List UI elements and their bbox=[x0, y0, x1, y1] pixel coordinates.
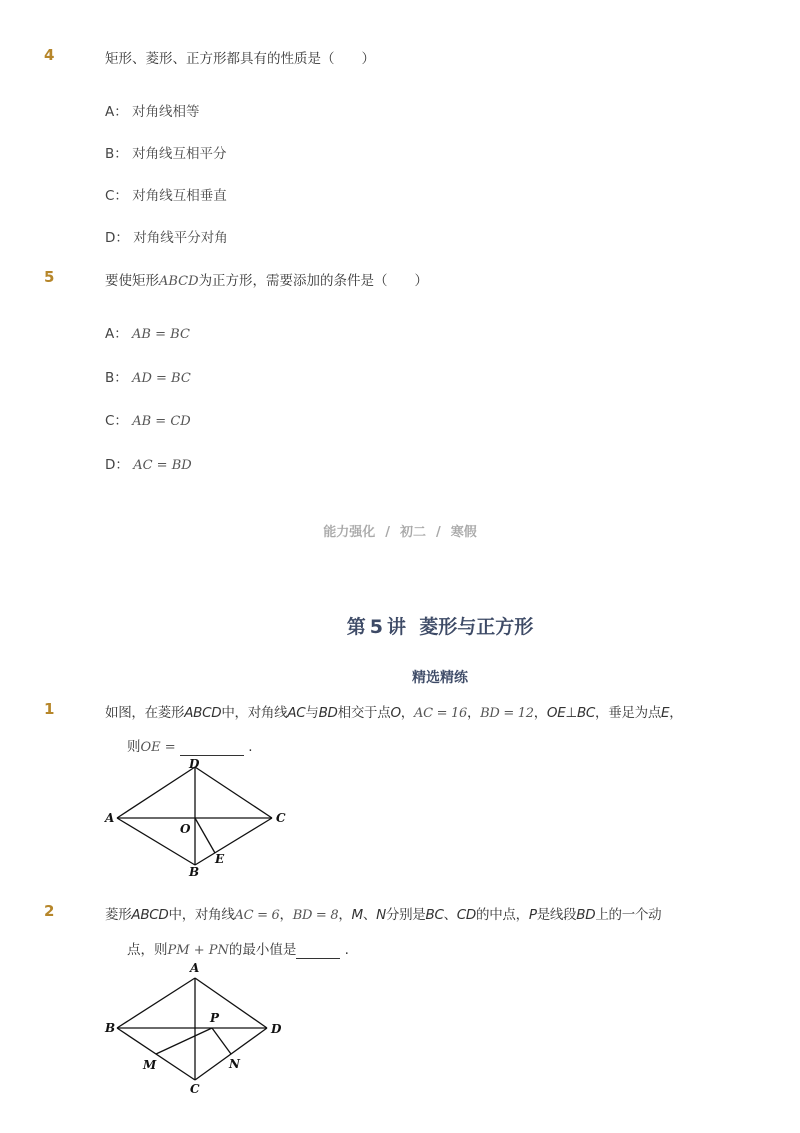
footer-separator: / bbox=[385, 525, 390, 540]
lecture-title bbox=[0, 612, 800, 639]
math-text: N bbox=[376, 907, 386, 923]
math-text: E bbox=[661, 705, 670, 721]
math-text: BD bbox=[576, 907, 596, 923]
label-o: O bbox=[180, 822, 191, 836]
math-text: M bbox=[351, 907, 363, 923]
option-letter: A： bbox=[105, 104, 128, 120]
stem-text: ， bbox=[533, 705, 547, 721]
math-text: P bbox=[528, 907, 537, 923]
label-b: B bbox=[105, 1021, 116, 1035]
stem-text: 点，则 bbox=[127, 942, 168, 958]
stem-text: . bbox=[340, 942, 349, 958]
answer-blank[interactable] bbox=[296, 942, 340, 959]
math-text: AC = 6 bbox=[234, 908, 280, 923]
option-text: AC = BD bbox=[133, 458, 192, 473]
stem-text: 的最小值是 bbox=[228, 942, 297, 958]
label-b: B bbox=[189, 865, 200, 879]
problem-number: 1 bbox=[44, 700, 55, 718]
label-d: D bbox=[189, 757, 200, 771]
option-d[interactable] bbox=[105, 226, 228, 246]
label-n: N bbox=[229, 1057, 240, 1071]
option-text: 对角线平分对角 bbox=[133, 230, 228, 246]
option-a[interactable] bbox=[105, 100, 200, 120]
stem-text: ， bbox=[400, 705, 414, 721]
math-text: BC bbox=[425, 907, 444, 923]
problem-number: 2 bbox=[44, 902, 55, 920]
option-c[interactable] bbox=[105, 409, 191, 429]
question-number: 4 bbox=[44, 46, 55, 64]
option-d[interactable] bbox=[105, 453, 192, 473]
stem-text: 是线段 bbox=[536, 907, 577, 923]
stem-text: 、 bbox=[362, 907, 377, 923]
label-d: D bbox=[271, 1022, 282, 1036]
stem-text: 菱形 bbox=[105, 907, 132, 923]
stem-text: ， bbox=[338, 907, 352, 923]
stem-text: 相交于点 bbox=[337, 705, 391, 721]
problem-stem-line2 bbox=[127, 735, 253, 756]
math-text: OE bbox=[546, 705, 566, 721]
option-text: AD = BC bbox=[132, 371, 191, 386]
stem-text: 如图，在菱形 bbox=[105, 705, 185, 721]
footer-part: 能力强化 bbox=[323, 525, 376, 540]
option-text: 对角线互相垂直 bbox=[132, 188, 227, 204]
question-stem bbox=[105, 269, 428, 289]
stem-text: ， bbox=[669, 705, 683, 721]
option-text: 对角线相等 bbox=[132, 104, 200, 120]
problem-stem-line2 bbox=[127, 938, 349, 959]
stem-text: 与 bbox=[305, 705, 319, 721]
stem-text: 要使矩形 bbox=[105, 273, 159, 289]
rhombus-figure-2 bbox=[100, 958, 300, 1098]
label-m: M bbox=[143, 1058, 157, 1072]
label-c: C bbox=[276, 811, 286, 825]
stem-text: ， bbox=[466, 705, 481, 721]
math-text: PM + PN bbox=[167, 943, 229, 958]
section-title: 精选精练 bbox=[412, 670, 468, 686]
page-footer bbox=[0, 521, 800, 540]
option-letter: B： bbox=[105, 370, 128, 386]
stem-text: 的中点， bbox=[476, 907, 529, 923]
label-a: A bbox=[190, 961, 200, 975]
label-c: C bbox=[190, 1082, 200, 1096]
option-letter: A： bbox=[105, 326, 128, 342]
stem-text: 中，对角线 bbox=[221, 705, 288, 721]
math-text: AC = 16 bbox=[414, 706, 467, 721]
math-text: AC bbox=[287, 705, 306, 721]
rhombus-figure-1 bbox=[100, 755, 300, 880]
problem-stem bbox=[105, 903, 661, 923]
math-text: ABCD bbox=[184, 705, 222, 721]
option-letter: D： bbox=[105, 457, 129, 473]
option-letter: C： bbox=[105, 188, 128, 204]
stem-text: 、 bbox=[443, 907, 457, 923]
problem-stem bbox=[105, 701, 682, 721]
option-letter: D： bbox=[105, 230, 129, 246]
option-a[interactable] bbox=[105, 322, 190, 342]
stem-text: 分别是 bbox=[385, 907, 426, 923]
option-text: AB = BC bbox=[132, 327, 190, 342]
stem-text: . bbox=[243, 739, 253, 755]
option-letter: C： bbox=[105, 413, 128, 429]
math-text: BD = 12 bbox=[480, 706, 534, 721]
math-text: OE = bbox=[140, 740, 176, 755]
question-stem: 矩形、菱形、正方形都具有的性质是（ ） bbox=[105, 51, 375, 67]
question-number: 5 bbox=[44, 268, 55, 286]
stem-text: 中，对角线 bbox=[168, 907, 235, 923]
footer-part: 初二 bbox=[399, 525, 426, 540]
label-p: P bbox=[210, 1011, 220, 1025]
math-text: ABCD bbox=[131, 907, 169, 923]
stem-text: ， bbox=[279, 907, 293, 923]
option-text: AB = CD bbox=[132, 414, 191, 429]
lecture-prefix: 第 bbox=[346, 616, 366, 638]
lecture-suffix: 讲 bbox=[386, 616, 406, 638]
footer-separator: / bbox=[436, 525, 441, 540]
answer-blank[interactable] bbox=[180, 739, 244, 756]
lecture-name: 菱形与正方形 bbox=[419, 616, 534, 638]
lecture-number: 5 bbox=[369, 616, 383, 638]
math-text: ⊥ bbox=[565, 705, 577, 721]
stem-text: 上的一个动 bbox=[595, 907, 662, 923]
label-a: A bbox=[105, 811, 115, 825]
option-c[interactable] bbox=[105, 184, 227, 204]
math-text: CD bbox=[456, 907, 477, 923]
math-text: BD bbox=[318, 705, 338, 721]
option-b[interactable] bbox=[105, 366, 191, 386]
stem-text: 为正方形，需要添加的条件是（ ） bbox=[198, 273, 429, 289]
option-b[interactable] bbox=[105, 142, 227, 162]
option-letter: B： bbox=[105, 146, 128, 162]
math-text: ABCD bbox=[159, 274, 199, 289]
footer-part: 寒假 bbox=[450, 525, 477, 540]
stem-text: 则 bbox=[127, 739, 141, 755]
math-text: BD = 8 bbox=[292, 908, 339, 923]
math-text: O bbox=[390, 705, 401, 721]
label-e: E bbox=[215, 852, 225, 866]
stem-text: ，垂足为点 bbox=[595, 705, 662, 721]
math-text: BC bbox=[576, 705, 596, 721]
option-text: 对角线互相平分 bbox=[132, 146, 227, 162]
